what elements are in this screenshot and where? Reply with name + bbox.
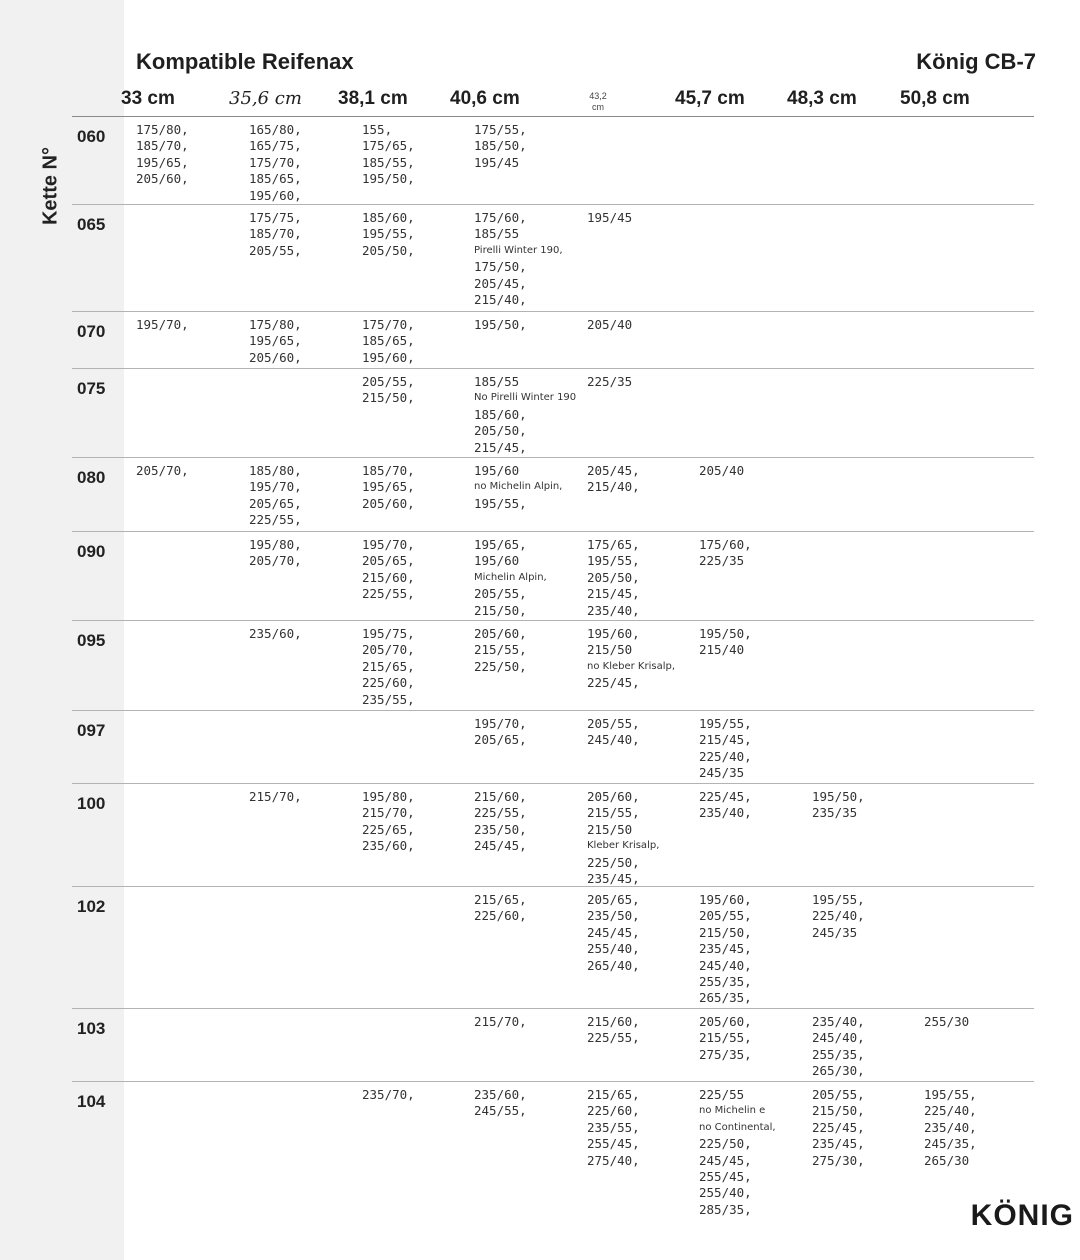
- chain-number: 080: [77, 468, 106, 487]
- row-divider: [72, 783, 1034, 784]
- tire-size: 195/50,: [699, 626, 752, 641]
- tire-size: 195/50,: [474, 317, 527, 332]
- chain-number: 095: [77, 631, 106, 650]
- tire-size: 195/60: [474, 463, 520, 478]
- tire-size: 235/55,: [587, 1119, 640, 1135]
- tire-size: Pirelli Winter 190,: [474, 244, 563, 256]
- chain-number: 103: [77, 1019, 106, 1038]
- row-divider: [72, 457, 1034, 458]
- tire-size: 195/55,: [924, 1087, 977, 1102]
- tire-size: 175/50,: [474, 259, 527, 275]
- table-cell: [136, 317, 189, 333]
- tire-size: 205/65,: [362, 553, 415, 569]
- table-cell: [699, 463, 744, 479]
- tire-size: 225/35: [587, 374, 633, 389]
- tire-size: 195/55,: [699, 716, 752, 731]
- row-divider: [72, 311, 1034, 312]
- tire-size: 205/65,: [587, 892, 640, 907]
- tire-size: 205/50,: [474, 423, 527, 439]
- row-divider: [72, 531, 1034, 532]
- table-cell: [474, 317, 527, 333]
- tire-size: 205/60,: [136, 171, 189, 187]
- tire-size: 185/80,: [249, 463, 302, 478]
- tire-size: 175/80,: [136, 122, 189, 137]
- tire-size: 215/70,: [249, 789, 302, 804]
- table-cell: [249, 626, 302, 642]
- tire-size: 215/45,: [699, 732, 752, 748]
- tire-size: 185/60,: [362, 210, 415, 225]
- tire-size: 225/60,: [362, 675, 415, 691]
- table-cell: [699, 789, 752, 822]
- table-cell: [699, 892, 752, 1007]
- table-cell: [587, 317, 632, 333]
- tire-size: 215/50: [587, 821, 633, 837]
- table-cell: [924, 1014, 969, 1030]
- tire-size: 195/65,: [136, 154, 189, 170]
- tire-size: 195/60: [474, 553, 520, 569]
- tire-size: 175/55,: [474, 122, 527, 137]
- tire-size: 235/45,: [812, 1136, 865, 1152]
- tire-size: 235/45,: [699, 941, 752, 957]
- chain-number: 097: [77, 721, 106, 740]
- table-cell: [249, 537, 302, 570]
- tire-size: 215/70,: [362, 805, 415, 821]
- tire-size: 205/40: [587, 317, 633, 332]
- tire-size: 195/65,: [474, 537, 527, 552]
- table-cell: [587, 626, 675, 692]
- tire-size: 205/60,: [699, 1014, 752, 1029]
- tire-size: 215/65,: [587, 1087, 640, 1102]
- table-cell: [474, 716, 527, 749]
- table-cell: [587, 463, 640, 496]
- table-cell: [587, 716, 640, 749]
- tire-size: 255/40,: [699, 1185, 752, 1201]
- tire-size: 205/55,: [362, 374, 415, 389]
- table-cell: [474, 210, 563, 308]
- tire-size: 175/65,: [587, 537, 640, 552]
- tire-size: 235/40,: [924, 1119, 977, 1135]
- tire-size: 195/50,: [362, 171, 415, 187]
- tire-size: 245/45,: [474, 838, 527, 854]
- table-cell: [362, 317, 415, 366]
- tire-size: 215/50,: [699, 924, 752, 940]
- tire-size: 165/75,: [249, 138, 302, 154]
- table-cell: [587, 374, 632, 390]
- tire-size: 225/50,: [699, 1136, 752, 1152]
- table-cell: [474, 463, 562, 512]
- chain-number: 065: [77, 215, 106, 234]
- tire-size: 165/80,: [249, 122, 302, 137]
- chain-number: 100: [77, 794, 106, 813]
- tire-size: 225/55,: [587, 1030, 640, 1046]
- tire-size: No Pirelli Winter 190: [474, 392, 577, 404]
- tire-size: 265/40,: [587, 957, 640, 973]
- tire-size: 195/80,: [362, 789, 415, 804]
- tire-size: 175/60,: [474, 210, 527, 225]
- table-cell: [136, 122, 189, 188]
- table-cell: [474, 626, 527, 675]
- page-title: Kompatible Reifenax: [136, 49, 354, 74]
- tire-size: 235/40,: [699, 805, 752, 821]
- tire-size: 255/45,: [699, 1169, 752, 1185]
- tire-size: 195/60,: [587, 626, 640, 641]
- tire-size: 235/50,: [474, 821, 527, 837]
- table-cell: [249, 122, 302, 204]
- table-cell: [362, 789, 415, 855]
- tire-size: 235/40,: [812, 1014, 865, 1029]
- konig-logo: KÖNIG: [970, 1199, 1074, 1232]
- table-cell: [474, 537, 547, 619]
- table-cell: [699, 1014, 752, 1063]
- table-cell: [249, 463, 302, 529]
- chain-number: 090: [77, 542, 106, 561]
- tire-size: 195/55,: [474, 495, 527, 511]
- tire-size: no Continental,: [699, 1121, 776, 1133]
- tire-size: 205/45,: [474, 275, 527, 291]
- product-name: König CB-7: [916, 49, 1036, 74]
- tire-size: 195/55,: [587, 553, 640, 569]
- tire-size: 205/40: [699, 463, 745, 478]
- table-cell: [587, 1087, 640, 1169]
- tire-size: 225/65,: [362, 821, 415, 837]
- tire-size: 205/70,: [362, 642, 415, 658]
- column-header-50-8: 50,8 cm: [900, 88, 970, 109]
- column-header-35-6: 35,6 cm: [229, 88, 302, 109]
- tire-size: 195/70,: [136, 317, 189, 332]
- table-cell: [249, 317, 302, 366]
- header-divider: [72, 116, 1034, 117]
- tire-size: 205/45,: [587, 463, 640, 478]
- tire-size: 205/55,: [249, 242, 302, 258]
- tire-size: 235/60,: [362, 838, 415, 854]
- tire-size: 175/70,: [249, 154, 302, 170]
- tire-size: 195/45: [587, 210, 633, 225]
- tire-size: 225/60,: [474, 908, 527, 924]
- tire-size: 195/50,: [812, 789, 865, 804]
- tire-size: 195/65,: [249, 333, 302, 349]
- tire-size: 245/40,: [587, 732, 640, 748]
- tire-size: 185/50,: [474, 138, 527, 154]
- tire-size: 205/60,: [587, 789, 640, 804]
- table-cell: [812, 892, 865, 941]
- tire-size: 215/55,: [587, 805, 640, 821]
- tire-size: 195/75,: [362, 626, 415, 641]
- tire-size: 175/70,: [362, 317, 415, 332]
- tire-size: 225/35: [699, 553, 745, 569]
- tire-size: 205/55,: [812, 1087, 865, 1102]
- tire-size: 225/55: [699, 1087, 745, 1102]
- tire-size: 215/70,: [474, 1014, 527, 1029]
- tire-size: 195/45: [474, 154, 520, 170]
- tire-size: no Michelin Alpin,: [474, 481, 563, 493]
- tire-size: 215/45,: [587, 586, 640, 602]
- tire-size: 235/70,: [362, 1087, 415, 1102]
- tire-size: 155,: [362, 122, 393, 137]
- table-cell: [587, 892, 640, 974]
- tire-size: 275/30,: [812, 1152, 865, 1168]
- tire-size: 215/45,: [474, 439, 527, 455]
- table-cell: [474, 892, 527, 925]
- tire-size: 175/80,: [249, 317, 302, 332]
- tire-size: 205/70,: [249, 553, 302, 569]
- tire-size: 235/50,: [587, 908, 640, 924]
- tire-size: 185/70,: [136, 138, 189, 154]
- chain-number: 070: [77, 322, 106, 341]
- tire-size: 205/55,: [699, 908, 752, 924]
- table-cell: [474, 789, 527, 855]
- tire-size: 265/35,: [699, 990, 752, 1006]
- table-cell: [924, 1087, 977, 1169]
- tire-size: 215/60,: [587, 1014, 640, 1029]
- table-cell: [699, 537, 752, 570]
- table-cell: [587, 210, 632, 226]
- tire-size: 225/45,: [812, 1119, 865, 1135]
- tire-size: 255/35,: [699, 974, 752, 990]
- table-cell: [474, 374, 576, 456]
- tire-size: 205/55,: [587, 716, 640, 731]
- column-header-48-3: 48,3 cm: [787, 88, 857, 109]
- column-header-43-2: 43,2 cm: [589, 91, 607, 112]
- tire-size: 175/75,: [249, 210, 302, 225]
- tire-size: 275/35,: [699, 1046, 752, 1062]
- column-header-33: 33 cm: [121, 88, 175, 109]
- tire-size: 225/45,: [699, 789, 752, 804]
- tire-size: 205/60,: [249, 349, 302, 365]
- tire-size: 195/70,: [474, 716, 527, 731]
- table-cell: [136, 463, 189, 479]
- tire-size: 215/55,: [699, 1030, 752, 1046]
- table-cell: [699, 626, 752, 659]
- tire-size: 225/50,: [474, 658, 527, 674]
- tire-size: 175/60,: [699, 537, 752, 552]
- tire-size: 225/55,: [362, 586, 415, 602]
- tire-size: 215/50: [587, 642, 633, 658]
- tire-size: 245/35,: [924, 1136, 977, 1152]
- table-cell: [362, 210, 415, 259]
- tire-size: 225/55,: [249, 512, 302, 528]
- table-cell: [699, 1087, 776, 1218]
- tire-size: 225/40,: [812, 908, 865, 924]
- tire-size: 195/60,: [362, 349, 415, 365]
- tire-size: 195/60,: [249, 187, 302, 203]
- tire-size: 185/65,: [249, 171, 302, 187]
- tire-size: 225/55,: [474, 805, 527, 821]
- table-cell: [474, 122, 527, 171]
- tire-size: 205/65,: [474, 732, 527, 748]
- tire-size: 255/30: [924, 1014, 970, 1029]
- table-cell: [587, 789, 659, 887]
- table-cell: [587, 1014, 640, 1047]
- tire-size: 245/45,: [699, 1152, 752, 1168]
- tire-size: 205/65,: [249, 495, 302, 511]
- tire-size: 255/40,: [587, 941, 640, 957]
- tire-size: 185/55,: [362, 154, 415, 170]
- tire-size: 225/50,: [587, 854, 640, 870]
- tire-size: 255/35,: [812, 1046, 865, 1062]
- tire-size: 285/35,: [699, 1201, 752, 1217]
- table-cell: [812, 1087, 865, 1169]
- tire-size: 185/70,: [362, 463, 415, 478]
- tire-size: 235/40,: [587, 602, 640, 618]
- tire-size: Michelin Alpin,: [474, 571, 547, 583]
- table-cell: [474, 1014, 527, 1030]
- table-cell: [362, 374, 415, 407]
- tire-size: 195/70,: [249, 479, 302, 495]
- tire-size: 185/65,: [362, 333, 415, 349]
- chain-number: 104: [77, 1092, 106, 1111]
- tire-size: 185/70,: [249, 226, 302, 242]
- table-cell: [362, 122, 415, 188]
- table-cell: [587, 537, 640, 619]
- tire-size: 205/60,: [362, 495, 415, 511]
- tire-size: 235/60,: [249, 626, 302, 641]
- tire-size: no Michelin e: [699, 1105, 766, 1117]
- tire-size: 205/50,: [362, 242, 415, 258]
- row-divider: [72, 620, 1034, 621]
- tire-size: 275/40,: [587, 1152, 640, 1168]
- tire-size: 205/55,: [474, 586, 527, 602]
- row-divider: [72, 1081, 1034, 1082]
- tire-size: 195/55,: [812, 892, 865, 907]
- tire-size: 245/35: [812, 924, 858, 940]
- tire-size: 205/60,: [474, 626, 527, 641]
- table-cell: [362, 1087, 415, 1103]
- tire-size: 205/50,: [587, 569, 640, 585]
- tire-size: 185/55: [474, 374, 520, 389]
- tire-size: 195/60,: [699, 892, 752, 907]
- column-header-45-7: 45,7 cm: [675, 88, 745, 109]
- tire-size: 225/45,: [587, 675, 640, 691]
- table-cell: [362, 626, 415, 708]
- tire-size: 215/50,: [812, 1103, 865, 1119]
- tire-size: 215/65,: [474, 892, 527, 907]
- tire-size: 215/40: [699, 642, 745, 658]
- tire-size: 215/65,: [362, 658, 415, 674]
- tire-size: 245/40,: [812, 1030, 865, 1046]
- tire-size: 215/40,: [474, 292, 527, 308]
- tire-size: 215/55,: [474, 642, 527, 658]
- tire-size: Kleber Krisalp,: [587, 840, 660, 852]
- tire-size: 225/60,: [587, 1103, 640, 1119]
- table-cell: [812, 1014, 865, 1080]
- tire-size: 185/55: [474, 226, 520, 242]
- column-header-40-6: 40,6 cm: [450, 88, 520, 109]
- tire-size: 235/60,: [474, 1087, 527, 1102]
- table-cell: [249, 210, 302, 259]
- tire-size: 205/70,: [136, 463, 189, 478]
- tire-size: 225/40,: [924, 1103, 977, 1119]
- chain-number: 060: [77, 127, 106, 146]
- tire-size: 245/45,: [587, 924, 640, 940]
- row-divider: [72, 1008, 1034, 1009]
- tire-size: 235/35: [812, 805, 858, 821]
- tire-size: 235/45,: [587, 871, 640, 887]
- column-header-38-1: 38,1 cm: [338, 88, 408, 109]
- tire-size: 195/70,: [362, 537, 415, 552]
- tire-size: 245/55,: [474, 1103, 527, 1119]
- tire-size: no Kleber Krisalp,: [587, 660, 676, 672]
- tire-size: 215/50,: [474, 602, 527, 618]
- table-cell: [362, 463, 415, 512]
- tire-size: 235/55,: [362, 691, 415, 707]
- tire-size: 215/60,: [474, 789, 527, 804]
- row-divider: [72, 368, 1034, 369]
- tire-size: 195/55,: [362, 226, 415, 242]
- tire-size: 265/30: [924, 1152, 970, 1168]
- row-divider: [72, 886, 1034, 887]
- table-cell: [812, 789, 865, 822]
- tire-size: 175/65,: [362, 138, 415, 154]
- tire-size: 195/80,: [249, 537, 302, 552]
- chain-number: 102: [77, 897, 106, 916]
- tire-size: 255/45,: [587, 1136, 640, 1152]
- row-divider: [72, 710, 1034, 711]
- tire-size: 185/60,: [474, 406, 527, 422]
- tire-size: 215/50,: [362, 390, 415, 406]
- chain-number-label: Kette N°: [39, 146, 62, 226]
- table-cell: [249, 789, 302, 805]
- tire-size: 215/60,: [362, 569, 415, 585]
- chain-number: 075: [77, 379, 106, 398]
- tire-size: 225/40,: [699, 748, 752, 764]
- tire-size: 195/65,: [362, 479, 415, 495]
- table-cell: [474, 1087, 527, 1120]
- tire-size: 215/40,: [587, 479, 640, 495]
- table-cell: [362, 537, 415, 603]
- tire-size: 245/35: [699, 765, 745, 781]
- tire-size: 245/40,: [699, 957, 752, 973]
- tire-size: 265/30,: [812, 1063, 865, 1079]
- row-divider: [72, 204, 1034, 205]
- table-cell: [699, 716, 752, 782]
